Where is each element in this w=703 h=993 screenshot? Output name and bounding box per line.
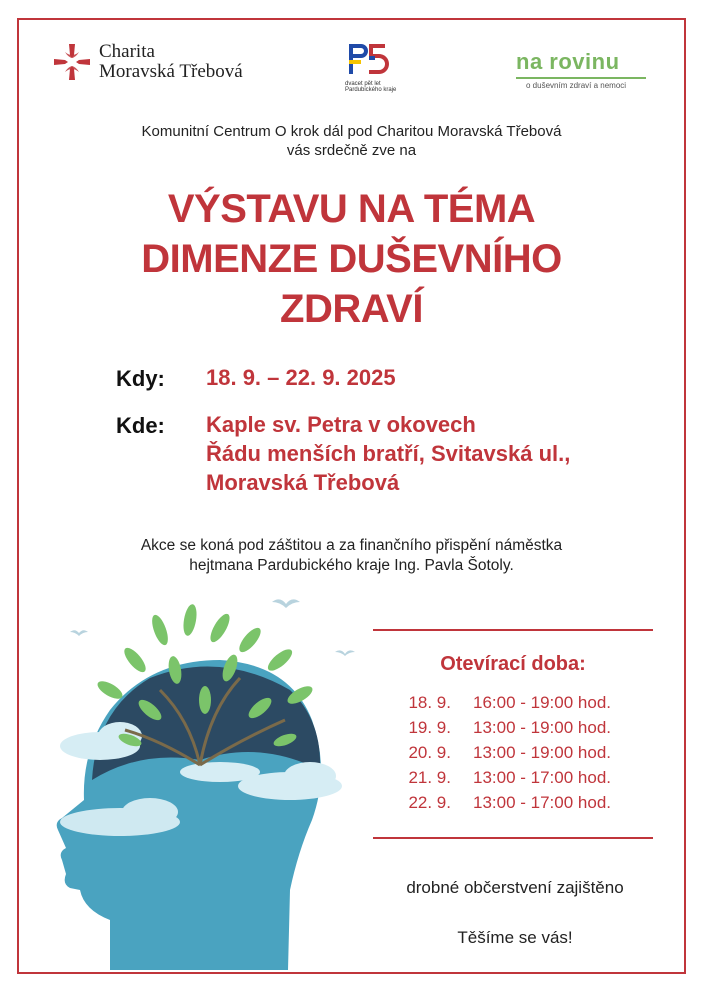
hours-row bbox=[373, 715, 653, 740]
intro-line-2: vás srdečně zve na bbox=[286, 142, 417, 159]
where-line-2: Řádu menších bratří, Svitavská ul., bbox=[206, 441, 571, 466]
hours-date: 20. 9. bbox=[408, 743, 451, 762]
na-rovinu-logo bbox=[516, 50, 646, 90]
closing-greeting: Těšíme se vás! bbox=[457, 928, 573, 947]
patronage-text bbox=[0, 536, 703, 576]
hours-time: 13:00 - 19:00 hod. bbox=[473, 743, 612, 762]
title-line-3: ZDRAVÍ bbox=[280, 287, 423, 331]
intro-line-1: Komunitní Centrum O krok dál pod Charitou Moravská Třebová bbox=[141, 123, 562, 140]
bird-icon bbox=[272, 599, 300, 608]
hours-list bbox=[373, 690, 653, 815]
where-value bbox=[206, 410, 570, 497]
na-rovinu-title: na rovinu bbox=[516, 49, 620, 74]
hours-title: Otevírací doba: bbox=[440, 653, 586, 675]
charita-cross-icon bbox=[52, 42, 92, 82]
exhibition-title bbox=[0, 184, 703, 334]
patron-line-2: hejtmana Pardubického kraje Ing. Pavla Šotoly. bbox=[189, 557, 514, 574]
pk25-caption: dvacet pět let Pardubického kraje bbox=[345, 81, 397, 93]
na-rovinu-subtitle: o duševním zdraví a nemoci bbox=[526, 81, 627, 90]
hours-date: 18. 9. bbox=[408, 693, 451, 712]
title-line-1: VÝSTAVU NA TÉMA bbox=[167, 187, 536, 231]
when-label: Kdy: bbox=[116, 366, 165, 391]
pk25-logo bbox=[345, 42, 405, 93]
hours-row bbox=[373, 690, 653, 715]
refreshments-note: drobné občerstvení zajištěno bbox=[406, 878, 624, 897]
na-rovinu-divider bbox=[516, 77, 646, 79]
where-line-1: Kaple sv. Petra v okovech bbox=[206, 412, 476, 437]
hours-time: 13:00 - 17:00 hod. bbox=[473, 768, 612, 787]
opening-hours bbox=[373, 629, 653, 839]
when-value: 18. 9. – 22. 9. 2025 bbox=[206, 365, 396, 390]
charita-city: Moravská Třebová bbox=[99, 61, 243, 82]
hours-top-rule bbox=[373, 629, 653, 631]
hours-time: 13:00 - 17:00 hod. bbox=[473, 793, 612, 812]
charita-logo bbox=[52, 42, 243, 82]
hours-row bbox=[373, 740, 653, 765]
bird-icon bbox=[335, 650, 355, 656]
hours-bottom-rule bbox=[373, 837, 653, 839]
pk25-emblem-icon bbox=[345, 42, 391, 76]
hours-time: 13:00 - 19:00 hod. bbox=[473, 718, 612, 737]
hours-date: 19. 9. bbox=[408, 718, 451, 737]
hours-time: 16:00 - 19:00 hod. bbox=[473, 693, 612, 712]
intro-text bbox=[0, 122, 703, 160]
where-line-3: Moravská Třebová bbox=[206, 470, 400, 495]
patron-line-1: Akce se koná pod záštitou a za finančního přispění náměstka bbox=[140, 537, 563, 554]
where-label: Kde: bbox=[116, 413, 165, 438]
bird-icon bbox=[70, 630, 88, 636]
hours-row bbox=[373, 790, 653, 815]
hours-row bbox=[373, 765, 653, 790]
title-line-2: DIMENZE DUŠEVNÍHO bbox=[141, 237, 562, 281]
head-tree-illustration bbox=[40, 590, 360, 972]
hours-date: 22. 9. bbox=[408, 793, 451, 812]
charita-name: Charita bbox=[99, 41, 155, 62]
hours-date: 21. 9. bbox=[408, 768, 451, 787]
